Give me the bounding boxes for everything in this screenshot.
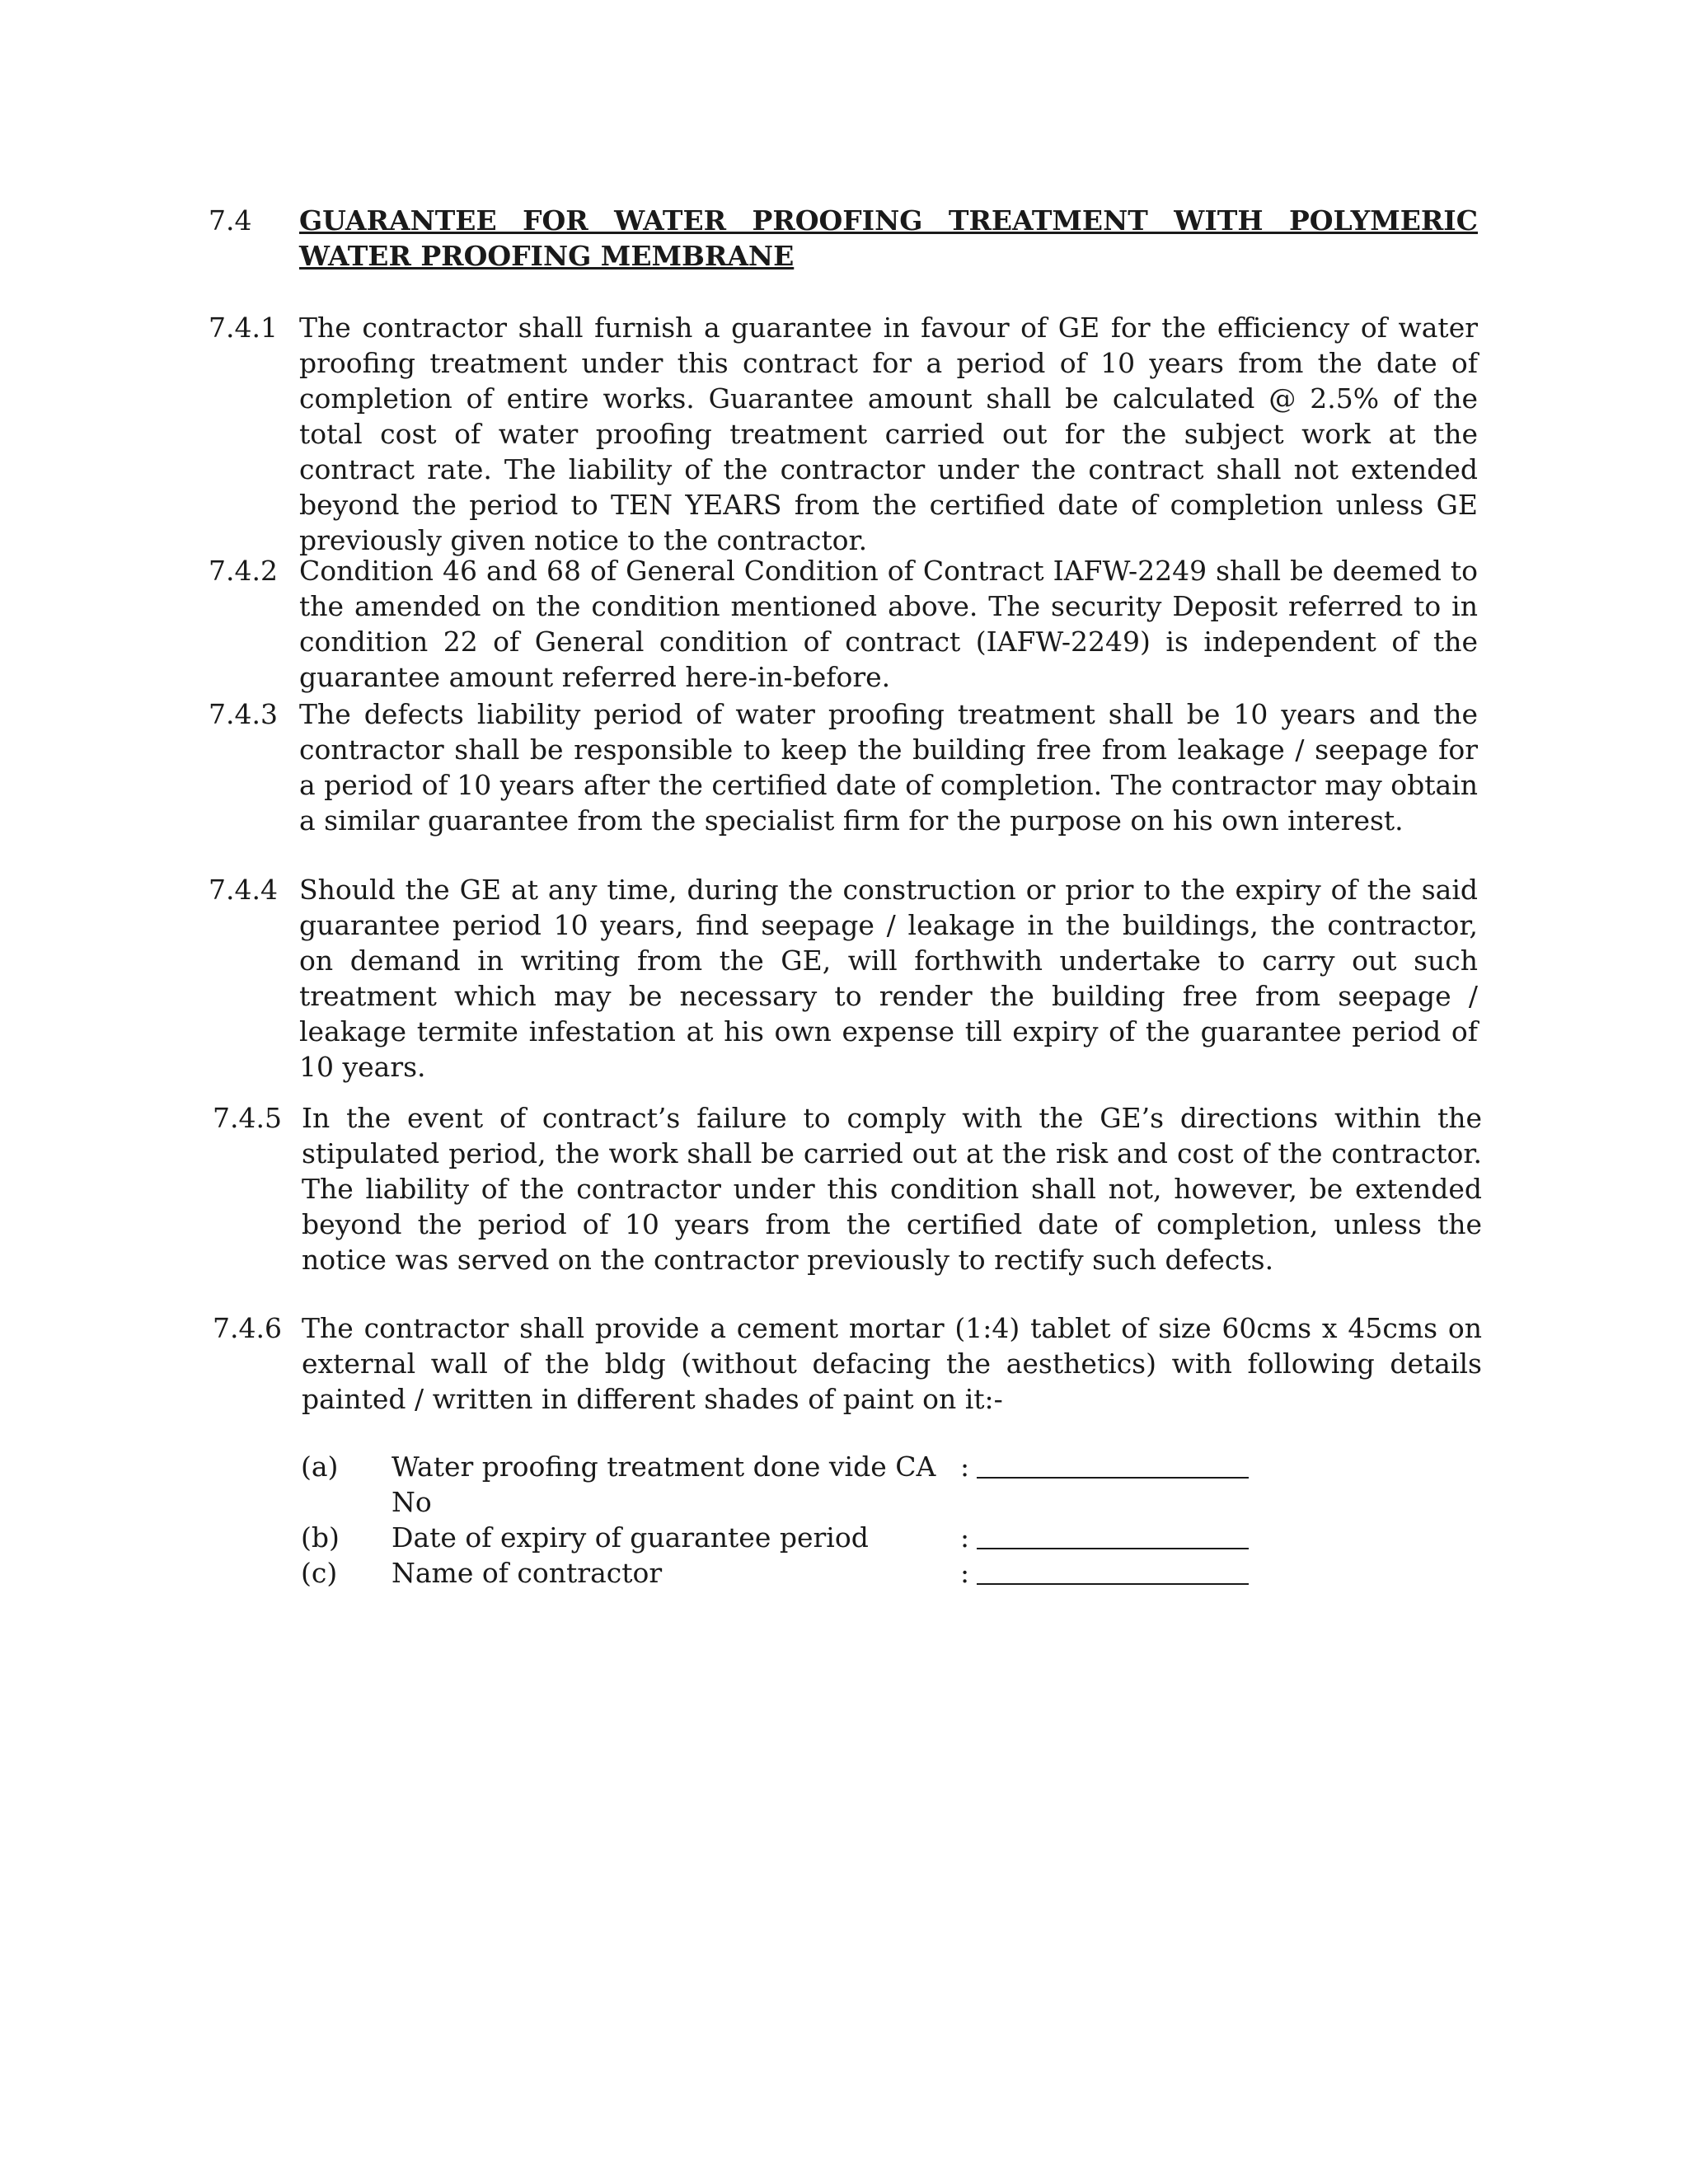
clause-number: 7.4.6	[213, 1312, 282, 1344]
clause-text: Should the GE at any time, during the construction or prior to the expiry of the said guarantee period 10 years, find seepage / leakage in the buildings, the contractor, on demand in writing from the GE, will forthwith undertake to carry out such treatment which may be necessary to render the building free from seepage / leakage termite infestation at his own expense till expiry of the guarantee period of 10 years.	[299, 874, 1478, 1083]
detail-label: (b)	[301, 1521, 340, 1554]
detail-text: Water proofing treatment done vide CA No	[392, 1451, 936, 1518]
clause-number: 7.4.4	[209, 874, 278, 906]
detail-row-ca-no	[301, 1449, 1249, 1520]
detail-label: (c)	[301, 1557, 338, 1589]
detail-colon: :	[960, 1451, 970, 1483]
section-number: 7.4	[209, 204, 252, 237]
clause-7-4-1	[209, 310, 1478, 558]
blank-fill-line[interactable]	[977, 1520, 1249, 1549]
detail-row-expiry-date	[301, 1520, 1249, 1555]
section-heading	[209, 203, 1478, 274]
clause-7-4-2	[209, 553, 1478, 695]
detail-text: Name of contractor	[392, 1557, 663, 1589]
clause-7-4-3	[209, 696, 1478, 838]
blank-fill-line[interactable]	[977, 1449, 1249, 1479]
detail-text: Date of expiry of guarantee period	[392, 1521, 869, 1554]
clause-text: The defects liability period of water proofing treatment shall be 10 years and the contractor shall be responsible to keep the building free from leakage / seepage for a period of 10 years after the certified date of completion. The contractor may obtain a similar guarantee from the specialist firm for the purpose on his own interest.	[299, 698, 1478, 837]
clause-7-4-4	[209, 872, 1478, 1085]
clause-text: Condition 46 and 68 of General Condition of Contract IAFW-2249 shall be deemed to the amended on the condition mentioned above. The security Deposit referred to in condition 22 of General condition of contract (IAFW-2249) is independent of the guarantee amount referred here-in-before.	[299, 555, 1478, 693]
clause-number: 7.4.2	[209, 555, 278, 587]
clause-number: 7.4.1	[209, 312, 278, 344]
clause-7-4-5	[213, 1100, 1482, 1277]
section-title: GUARANTEE FOR WATER PROOFING TREATMENT WITH POLYMERIC WATER PROOFING MEMBRANE	[299, 204, 1478, 272]
detail-colon: :	[960, 1521, 970, 1554]
detail-label: (a)	[301, 1451, 339, 1483]
blank-fill-line[interactable]	[977, 1555, 1249, 1585]
clause-text: In the event of contract’s failure to comply with the GE’s directions within the stipulated period, the work shall be carried out at the risk and cost of the contractor. The liability of the contractor under this condition shall not, however, be extended beyond the period of 10 years from the certified date of completion, unless the notice was served on the contractor previously to rectify such defects.	[302, 1102, 1482, 1276]
clause-number: 7.4.3	[209, 698, 278, 730]
clause-7-4-6	[213, 1310, 1482, 1417]
tablet-details-list	[301, 1449, 1249, 1591]
detail-colon: :	[960, 1557, 970, 1589]
detail-row-contractor-name	[301, 1555, 1249, 1591]
clause-text: The contractor shall furnish a guarantee in favour of GE for the efficiency of water proofing treatment under this contract for a period of 10 years from the date of completion of entire works. Guarantee amount shall be calculated @ 2.5% of the total cost of water proofing treatment carried out for the subject work at the contract rate. The liability of the contractor under the contract shall not extended beyond the period to TEN YEARS from the certified date of completion unless GE previously given notice to the contractor.	[299, 312, 1478, 556]
clause-number: 7.4.5	[213, 1102, 282, 1134]
clause-text: The contractor shall provide a cement mortar (1:4) tablet of size 60cms x 45cms on external wall of the bldg (without defacing the aesthetics) with following details painted / written in different shades of paint on it:-	[302, 1312, 1482, 1415]
